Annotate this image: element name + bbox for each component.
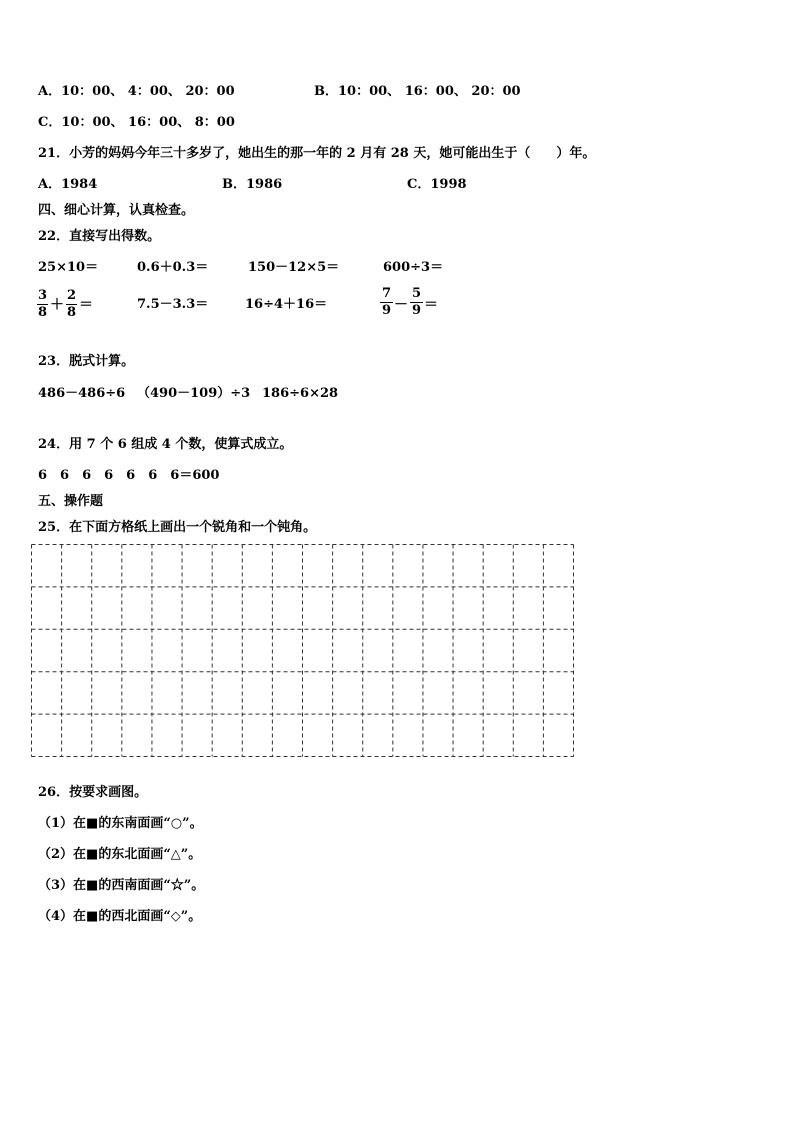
q22-plus-sign: ＋ <box>50 297 64 313</box>
q22-equals-sign-2: ＝ <box>424 297 438 313</box>
q22-expr-3: 150－12×5＝ <box>248 260 340 275</box>
q20-option-a: A．10：00、 4：00、 20：00 <box>38 84 235 99</box>
q22-expr-6: 16÷4＋16＝ <box>245 297 328 312</box>
q22-stem: 22．直接写出得数。 <box>38 229 161 244</box>
q22-expr-4: 600÷3＝ <box>383 260 444 275</box>
q26-stem: 26．按要求画图。 <box>38 785 148 800</box>
fraction-denominator: 9 <box>411 303 422 318</box>
q23-expr-3: 186÷6×28 <box>262 386 339 401</box>
q22-fraction-3-8 <box>37 289 48 320</box>
fraction-numerator: 3 <box>37 288 48 303</box>
q22-fraction-5-9 <box>410 287 423 318</box>
fraction-numerator: 2 <box>66 288 77 303</box>
q21-option-c: C．1998 <box>407 177 467 192</box>
q22-expr-1: 25×10＝ <box>38 260 99 275</box>
q25-stem: 25．在下面方格纸上画出一个锐角和一个钝角。 <box>38 520 317 535</box>
fraction-denominator: 8 <box>37 305 48 320</box>
q24-stem: 24．用 7 个 6 组成 4 个数，使算式成立。 <box>38 437 293 452</box>
fraction-denominator: 8 <box>66 305 77 320</box>
fraction-denominator: 9 <box>381 303 392 318</box>
q20-option-b: B．10：00、 16：00、 20：00 <box>314 84 521 99</box>
q22-equals-sign-1: ＝ <box>79 297 93 313</box>
q23-expr-2: （490－109）÷3 <box>137 386 251 401</box>
q26-item-3: （3）在■的西南面画“☆”。 <box>38 878 205 893</box>
q22-expr-2: 0.6＋0.3＝ <box>137 260 209 275</box>
q22-fraction-7-9 <box>380 287 393 318</box>
section4-title: 四、细心计算，认真检查。 <box>38 203 195 218</box>
q22-fraction-2-8 <box>66 289 77 320</box>
q22-expr-5: 7.5－3.3＝ <box>137 297 209 312</box>
q26-item-4: （4）在■的西北面画“◇”。 <box>38 909 202 924</box>
grid-paper[interactable] <box>31 544 575 758</box>
section5-title: 五、操作题 <box>38 494 104 509</box>
q22-minus-sign: － <box>394 297 408 313</box>
q20-option-c: C．10：00、 16：00、 8：00 <box>38 115 235 130</box>
q21-stem: 21．小芳的妈妈今年三十多岁了，她出生的那一年的 2 月有 28 天，她可能出生于（ ）年。 <box>38 146 596 161</box>
q21-option-b: B．1986 <box>222 177 283 192</box>
q26-item-2: （2）在■的东北面画“△”。 <box>38 847 202 862</box>
grid-lines <box>32 545 574 757</box>
q23-stem: 23．脱式计算。 <box>38 354 135 369</box>
q23-expr-1: 486－486÷6 <box>38 386 126 401</box>
fraction-numerator: 5 <box>411 286 422 301</box>
q26-item-1: （1）在■的东南面画“○”。 <box>38 816 203 831</box>
fraction-numerator: 7 <box>381 286 392 301</box>
q24-expression: 6 6 6 6 6 6 6＝600 <box>38 468 220 483</box>
q21-option-a: A．1984 <box>38 177 98 192</box>
